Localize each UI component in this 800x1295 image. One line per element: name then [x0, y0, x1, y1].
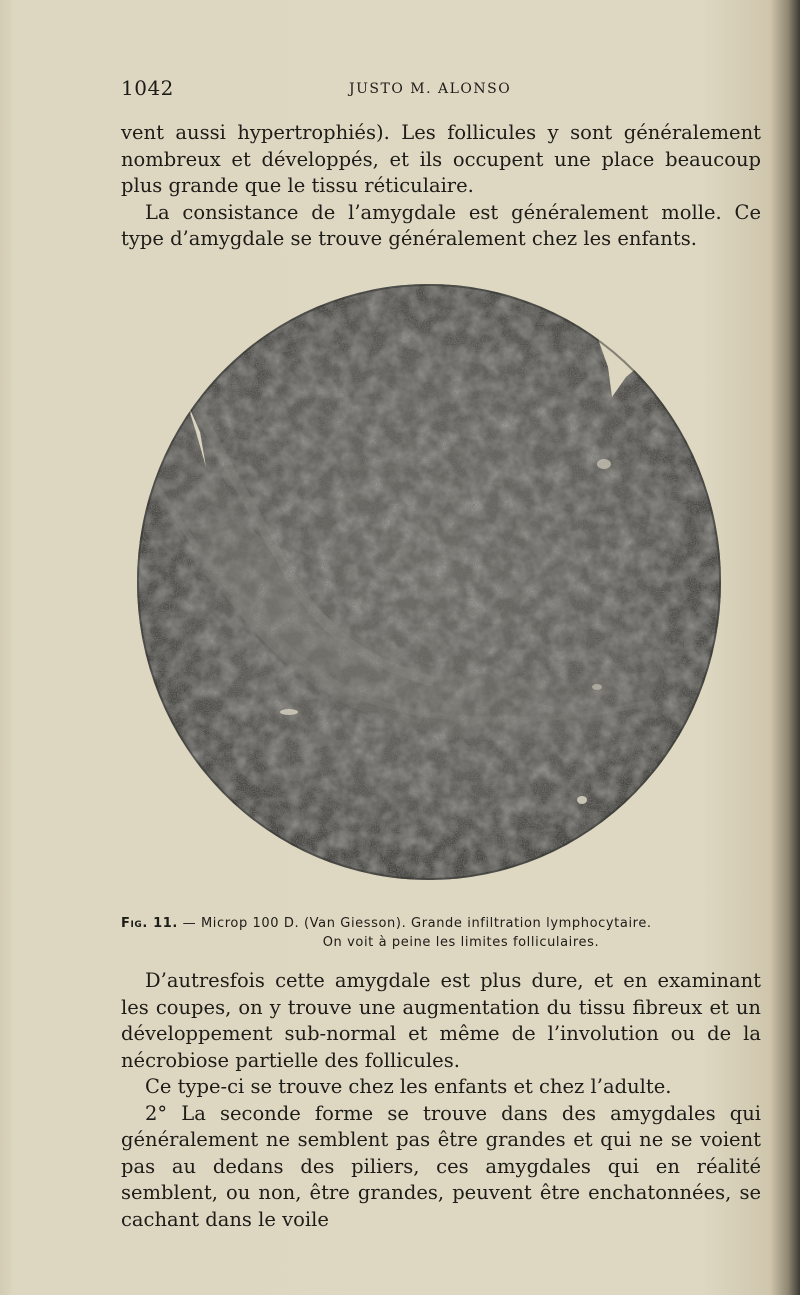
paragraph: 2° La seconde forme se trouve dans des amygdales qui généralement ne semblent pas être grandes et qui ne se voient pas au dedans des piliers, ces amygdales qui en réalité semblent, ou non, être grandes, peuvent être enchatonnées, se cachant dans le voile — [121, 1101, 761, 1231]
page-header — [121, 76, 761, 106]
figure-caption — [121, 914, 761, 952]
paragraph: La consistance de l’amygdale est généralement molle. Ce type d’amygdale se trouve généralement chez les enfants. — [121, 200, 761, 250]
caption-text: — Microp 100 D. (Van Giesson). Grande infiltration lymphocytaire. — [177, 916, 652, 931]
paragraph: vent aussi hypertrophiés). Les follicules y sont généralement nombreux et développés, et ils occupent une place beaucoup plus grande que le tissu réticulaire. — [121, 121, 761, 197]
running-head: JUSTO M. ALONSO — [349, 81, 512, 97]
caption-line-2: On voit à peine les limites folliculaires. — [322, 935, 600, 950]
text-block-bottom — [121, 968, 761, 1233]
text-block-top — [121, 120, 761, 253]
micrograph-figure — [134, 282, 724, 882]
caption-line-1 — [121, 914, 761, 933]
page-number: 1042 — [121, 76, 174, 100]
micrograph-image — [134, 282, 724, 882]
paragraph: Ce type-ci se trouve chez les enfants et chez l’adulte. — [145, 1075, 672, 1098]
paragraph: D’autresfois cette amygdale est plus dure, et en examinant les coupes, on y trouve une augmentation du tissu fibreux et un développement sub-normal et même de l’involution ou de la nécrobiose partielle des follicules. — [121, 969, 761, 1072]
figure-label: Fig. 11. — [121, 916, 178, 931]
